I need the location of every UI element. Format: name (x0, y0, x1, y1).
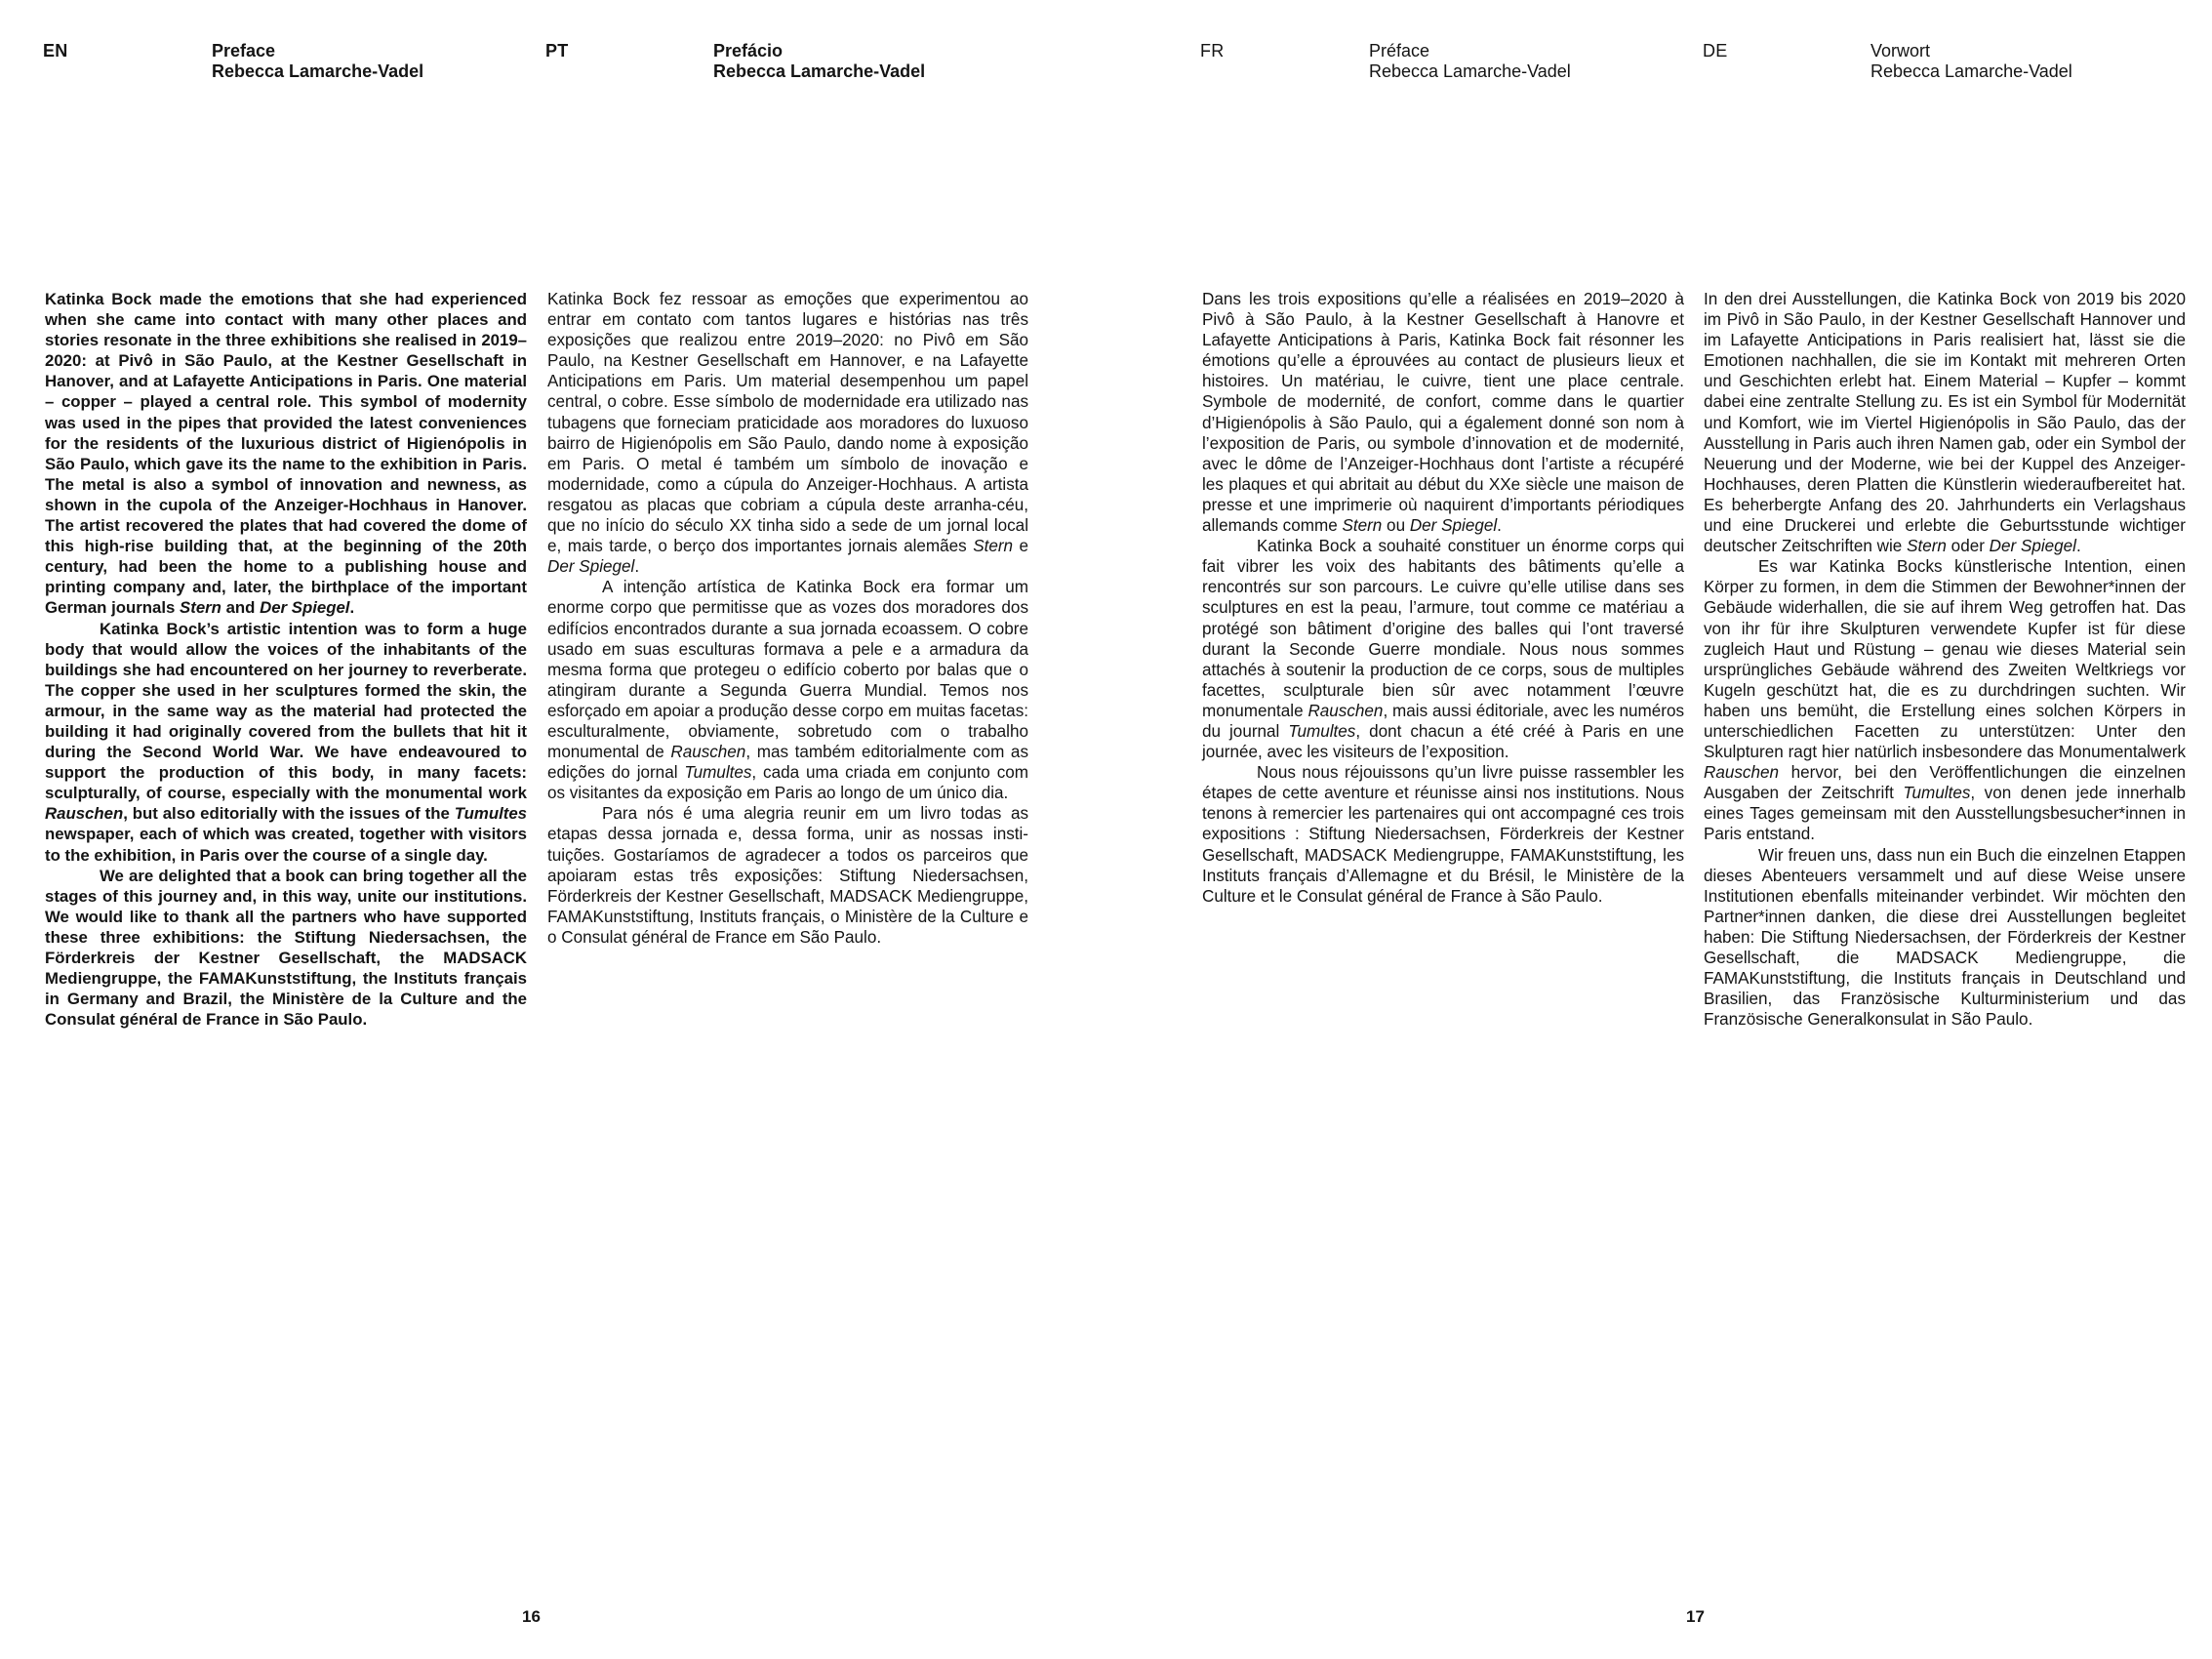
lang-code-en: EN (43, 41, 68, 61)
author-fr: Rebecca Lamarche-Vadel (1369, 61, 1571, 81)
text-run: In den drei Ausstellungen, die Katinka Bock von 2019 bis 2020 im Pivô in São Paulo, in der Kestner Gesellschaft Hannover und im Lafayette Anticipations in Paris realisiert hat, lässt sie die Emotionen nachhallen, die sie im Kontakt mit mehreren Orten und Geschichten erlebt hat. Einem Material – Kupfer – kommt dabei eine zentralte Stellung zu. Es ist ein Symbol für Modernität und Komfort, wie im Viertel Higienópolis in São Paulo, das der Ausstellung in Paris auch ihren Namen gab, oder ein Symbol der Neuerung und der Moderne, wie bei der Kuppel des Anzeiger-Hochhauses, deren Platten die Künstlerin wiederaufbereitet hat. Es beherbergte Anfang des 20. Jahrhunderts ein Verlagshaus und eine Druckerei und erlebte die Geburtsstunde wichtiger deutscher Zeitschriften wie (1704, 290, 2186, 556)
text-run: , dont chacun a été créé à Paris en une journée, avec les visiteurs de l’exposition. (1202, 721, 1684, 762)
italic-title: Tumultes (1288, 721, 1356, 741)
text-run: Katinka Bock a souhaité constituer un énorme corps qui fait vibrer les voix des habitants des bâtiments qu’elle a rencontrés sur son parcours. Le cuivre qu’elle utilise dans ses sculptures en est la peau, l’armure, tout comme ce matériau a protégé son bâtiment d’origine des balles qui l’ont traversé durant la Seconde Guerre mondiale. Nous nous sommes attachés à soutenir la production de ce corps, sous de multiples facettes, sculpturale bien sûr avec notamment l’œuvre monumentale (1202, 537, 1684, 720)
paragraph (1202, 762, 1684, 907)
author-pt: Rebecca Lamarche-Vadel (713, 61, 926, 81)
text-run: oder (1946, 537, 1990, 556)
text-run: , but also editorially with the issues of the (123, 804, 455, 824)
text-run: Nous nous réjouissons qu’un livre puisse rassembler les étapes de cette aventure et réunisse ainsi nos institutions. Nous tenons à remercier les partenaires qui ont accompagné ces trois expositions : Stiftung Niedersachsen, Förderkreis der Kestner Gesellschaft, MADSACK Mediengruppe, FAMAKunststiftung, les Instituts français d’Allemagne et du Brésil, le Ministère de la Culture et le Consulat général de France à São Paulo. (1202, 763, 1684, 906)
text-run: . (1497, 516, 1502, 536)
italic-title: Rauschen (670, 743, 746, 762)
author-de: Rebecca Lamarche-Vadel (1870, 61, 2072, 81)
text-run: , cada uma criada em conjunto com os visitantes da exposição em Paris ao longo de um único dia. (547, 763, 1028, 803)
italic-title: Der Spiegel (547, 557, 635, 577)
column-pt (547, 289, 1028, 948)
italic-title: Der Spiegel (1409, 516, 1498, 536)
italic-title: Rauschen (45, 804, 124, 824)
text-run: and (221, 598, 261, 618)
italic-title: Rauschen (1704, 763, 1779, 783)
italic-title: Stern (973, 537, 1014, 556)
text-run: Para nós é uma alegria reunir em um livro todas as etapas dessa jornada e, dessa forma, unir as nossas instituições. Gostaríamos de agradecer a todos os parceiros que apoiaram estas três exposições: Stiftung Niedersachsen, Förderkreis der Kestner Gesellschaft, MADSACK Mediengruppe, FAMAKunststiftung, Instituts français, o Ministère de la Culture e o Consulat général de France em São Paulo. (547, 804, 1028, 947)
author-en: Rebecca Lamarche-Vadel (212, 61, 424, 81)
paragraph (1202, 289, 1684, 536)
text-run: . (634, 557, 640, 577)
text-run: . (2075, 537, 2081, 556)
paragraph (547, 803, 1028, 948)
paragraph (547, 577, 1028, 803)
text-run: , von denen jede innerhalb eines Tages gemeinsam mit den Ausstellungsbesucher*innen in Paris entstand. (1704, 784, 2186, 844)
italic-title: Rauschen (1307, 701, 1384, 720)
text-run: A intenção artística de Katinka Bock era formar um enorme corpo que permitisse que as vozes dos moradores dos edifícios encontrados durante a sua jornada ecoassem. O cobre usado em suas esculturas formava a pele e a armadura da mesma forma que protegeu o edifício coberto por balas que o atingiram durante a Segunda Guerra Mundial. Temos nos esforçado em apoiar a produção desse corpo em muitas facetas: esculturalmente, obviamente, sobretudo com o trabalho monumental de (547, 578, 1028, 762)
text-run: Wir freuen uns, dass nun ein Buch die einzelnen Etappen dieses Abenteuers versammelt und auf diese Weise unsere Institutionen ebenfalls miteinander verbindet. Wir möchten den Partner*innen danken, die diese drei Ausstellungen begleitet haben: Die Stiftung Niedersachsen, der Förderkreis der Kestner Gesellschaft, die MADSACK Mediengruppe, die FAMAKunststiftung, die Instituts français in Deutschland und Brasilien, das Französische Kulturministerium und das Französische Generalkonsulat in São Paulo. (1704, 845, 2186, 1030)
text-run: newspaper, each of which was created, together with visitors to the exhibition, in Paris over the course of a single day. (45, 825, 527, 865)
paragraph (1202, 536, 1684, 762)
lang-code-fr: FR (1200, 41, 1225, 61)
italic-title: Tumultes (454, 804, 527, 824)
right-page (1106, 0, 2212, 1659)
paragraph (45, 289, 527, 619)
text-run: Katinka Bock made the emotions that she had experienced when she came into contact with many other places and stories resonate in the three exhibitions she realised in 2019–2020: at Pivô in São Paulo, at the Kestner Gesellschaft in Hanover, and at Lafayette Anticipations in Paris. One material – copper – played a central role. This symbol of modernity was used in the pipes that provided the latest conveniences for the residents of the luxurious district of Higienópolis in São Paulo, which gave its the name to the exhibition in Paris. The metal is also a symbol of innovation and newness, as shown in the cupola of the Anzeiger-Hochhaus in Hanover. The artist recovered the plates that had covered the dome of this high-rise building that, at the beginning of the 20th century, had been the home to a publishing house and printing company and, later, the birthplace of the important German journals (45, 290, 527, 618)
text-run: Katinka Bock’s artistic intention was to form a huge body that would allow the voices of the inhabitants of the buildings she had encountered on her journey to reverberate. The copper she used in her sculptures formed the skin, the armour, in the same way as the material had protected the building it had originally covered from the bullets that hit it during the Second World War. We have endeavoured to support the production of this body, in many facets: sculpturally, of course, especially with the monumental work (45, 619, 527, 803)
column-fr (1202, 289, 1684, 907)
text-run: . (349, 598, 355, 618)
title-fr: Préface (1369, 41, 1430, 61)
title-de: Vorwort (1870, 41, 1931, 61)
paragraph (547, 289, 1028, 577)
title-en: Preface (212, 41, 276, 61)
lang-code-pt: PT (545, 41, 569, 61)
italic-title: Der Spiegel (1989, 537, 2076, 556)
text-run: Es war Katinka Bocks künstlerische Intention, einen Körper zu formen, in dem die Stimmen der Bewohner*innen der Gebäude widerhallen, die sie auf ihrem Weg getroffen hat. Das von ihr für ihre Skulpturen verwendete Kupfer ist für diese zugleich Haut und Rüstung – genau wie dieses Material sein ursprüngliches Gebäude während des Zweiten Weltkriegs vor Kugeln geschützt hat, die es zu durchdringen suchten. Wir haben uns bemüht, die Erstellung eines solchen Körpers in unterschiedlichen Facetten zu unterstützen: Unter den Skulpturen ragt hier natürlich insbesondere das Monumentalwerk (1704, 557, 2186, 762)
text-run: We are delighted that a book can bring together all the stages of this journey and, in this way, unite our institutions. We would like to thank all the partners who have supported these three exhibitions: the Stiftung Niedersachsen, the Förderkreis der Kestner Gesellschaft, the MADSACK Mediengruppe, the FAMAKunststiftung, the Instituts français in Germany and Brazil, the Ministère de la Culture and the Consulat général de France in São Paulo. (45, 866, 527, 1030)
column-de (1704, 289, 2186, 1030)
header-pt (713, 41, 925, 82)
header-fr (1369, 41, 1571, 82)
page-number-right: 17 (1686, 1607, 1705, 1626)
paragraph (1704, 845, 2186, 1031)
paragraph (45, 866, 527, 1031)
text-run: Katinka Bock fez ressoar as emoções que experimentou ao entrar em contato com tantos lugares e histórias nas três exposições que realizou entre 2019–2020: no Pivô em São Paulo, na Kestner Gesellschaft em Hannover, e na Lafayette Anticipations em Paris. Um material desempenhou um papel central, o cobre. Esse símbolo de modernidade era utilizado nas tubagens que forneciam praticidade aos moradores do luxuoso bairro de Higienópolis em São Paulo, dando nome à exposição em Paris. O metal é também um símbolo de inovação e modernidade, como a cúpula do Anzeiger-Hochhaus. A artista resgatou as placas que cobriam a cúpula deste arranha-céu, que no início do século XX tinha sido a sede de um jornal local e, mais tarde, o berço dos importantes jornais alemães (547, 290, 1028, 556)
italic-title: Tumultes (1903, 784, 1971, 803)
paragraph (1704, 556, 2186, 844)
italic-title: Stern (1907, 537, 1947, 556)
italic-title: Stern (1342, 516, 1383, 536)
page-number-left: 16 (522, 1607, 541, 1626)
lang-code-de: DE (1703, 41, 1728, 61)
paragraph (45, 619, 527, 866)
italic-title: Stern (180, 598, 221, 618)
text-run: e (1013, 537, 1028, 556)
column-en (45, 289, 527, 1030)
header-en (212, 41, 423, 82)
text-run: ou (1382, 516, 1410, 536)
italic-title: Der Spiegel (260, 598, 350, 618)
paragraph (1704, 289, 2186, 556)
text-run: Dans les trois expositions qu’elle a réalisées en 2019–2020 à Pivô à São Paulo, à la Kestner Gesellschaft à Hanovre et Lafayette Anticipations à Paris, Katinka Bock fait résonner les émotions qu’elle a éprouvées au contact de plusieurs lieux et histoires. Un matériau, le cuivre, tient une place centrale. Symbole de modernité, de confort, comme dans le quartier d’Higienópolis à São Paulo, qui a également donné son nom à l’exposition de Paris, ou symbole d’innovation et de modernité, avec le dôme de l’Anzeiger-Hochhaus dont l’artiste a récupéré les plaques et qui abritait au début du XXe siècle une maison de presse et une imprimerie où naquirent d’importants périodiques allemands comme (1202, 290, 1684, 536)
title-pt: Prefácio (713, 41, 784, 61)
header-de (1870, 41, 2072, 82)
italic-title: Tumultes (684, 763, 752, 783)
text-run: , mas também editorialmente com as edições do jornal (547, 743, 1028, 783)
text-run: hervor, bei den Veröffentlichungen die einzelnen Ausgaben der Zeitschrift (1704, 763, 2186, 803)
text-run: , mais aussi éditoriale, avec les numéros du journal (1202, 701, 1684, 741)
